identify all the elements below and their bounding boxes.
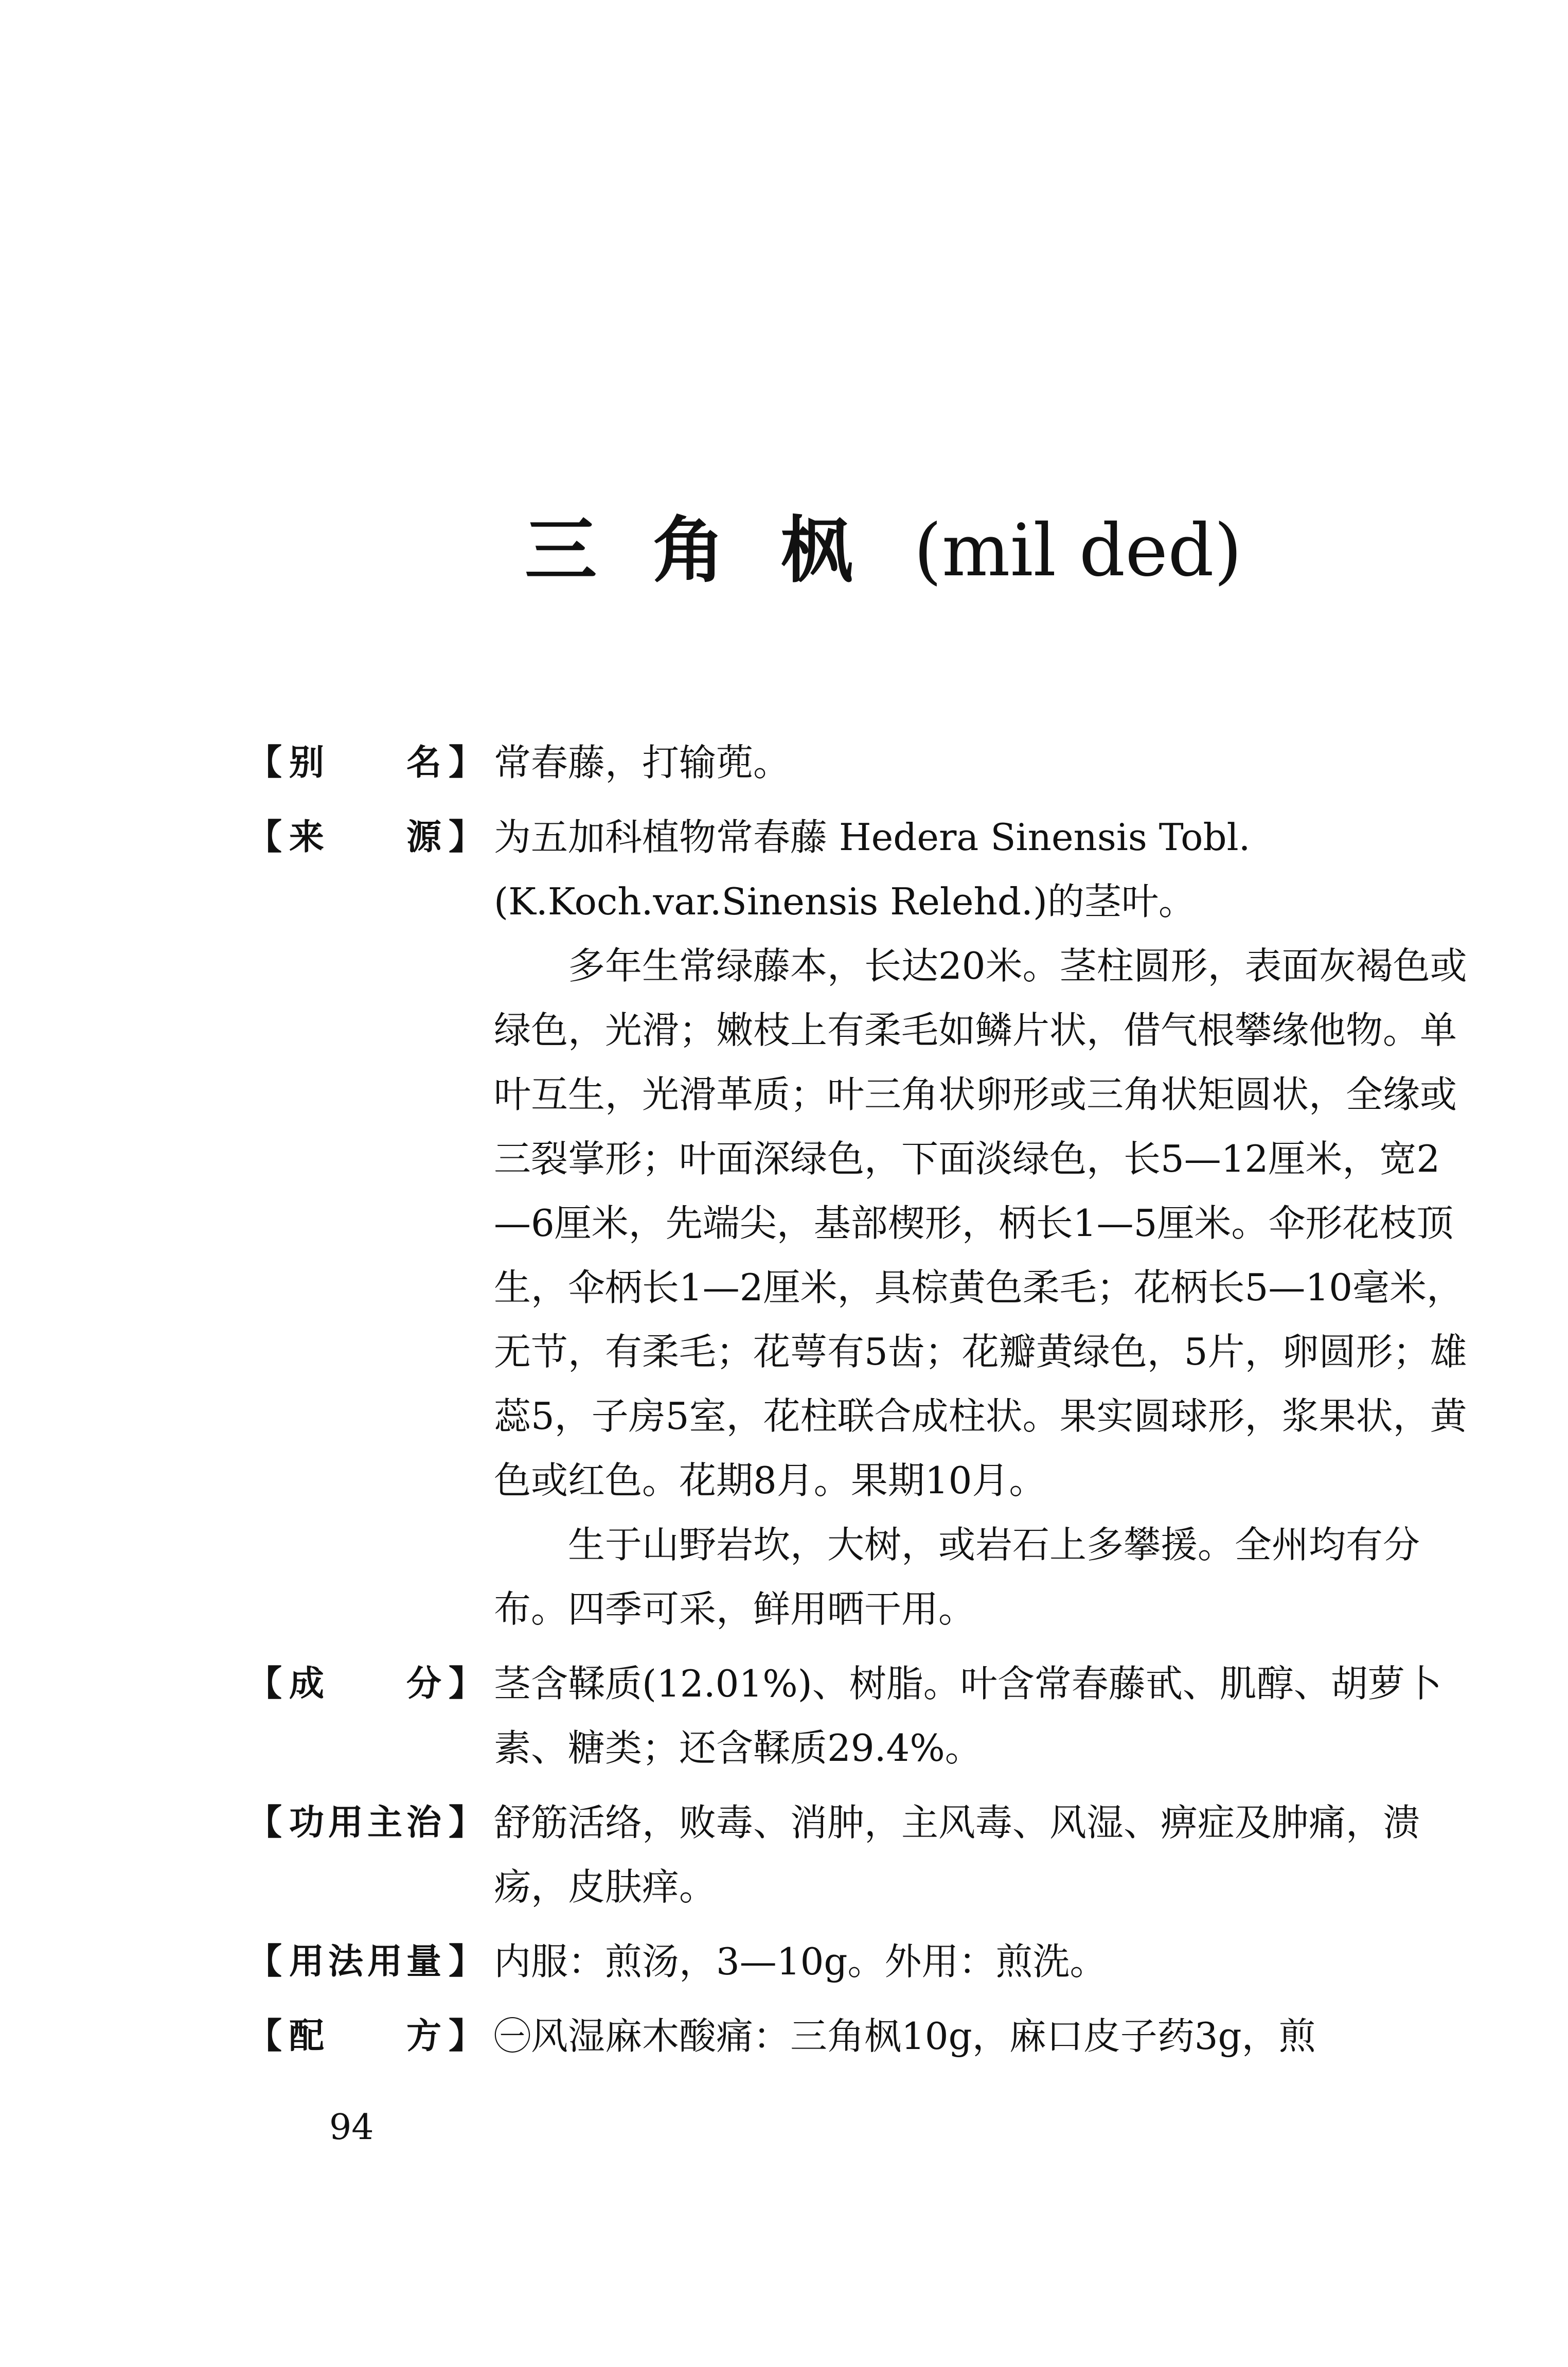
entry-title <box>525 504 1242 607</box>
section-label: 【 成 分 】 <box>247 1664 485 1704</box>
paragraph: 为五加科植物常春藤 Hedera Sinensis Tobl. (K.Koch.var.Sinensis Relehd.)的茎叶。 <box>494 816 1251 923</box>
section-content <box>494 805 1471 1641</box>
section-label: 【 别 名 】 <box>247 743 485 783</box>
section-dosage <box>247 1930 1471 1994</box>
section-content <box>494 1791 1471 1919</box>
title-chinese: 三 角 枫 <box>525 508 868 593</box>
section-content <box>494 2004 1471 2069</box>
paragraph: 多年生常绿藤本，长达20米。茎柱圆形，表面灰褐色或绿色，光滑；嫩枝上有柔毛如鳞片状，借气根攀缘他物。单叶互生，光滑革质；叶三角状卵形或三角状矩圆状，全缘或三裂掌形；叶面深绿色，下面淡绿色，长5—12厘米，宽2—6厘米，先端尖，基部楔形，柄长1—5厘米。伞形花枝顶生，伞柄长1—2厘米，具棕黄色柔毛；花柄长5—10毫米，无节，有柔毛；花萼有5齿；花瓣黄绿色，5片，卵圆形；雄蕊5，子房5室，花柱联合成柱状。果实圆球形，浆果状，黄色或红色。花期8月。果期10月。 <box>494 944 1467 1502</box>
section-label: 【 用法用量 】 <box>247 1941 485 1982</box>
section-indications <box>247 1791 1471 1919</box>
section-content <box>494 731 1471 795</box>
paragraph: ㊀风湿麻木酸痛：三角枫10g，麻口皮子药3g，煎 <box>494 2015 1316 2058</box>
paragraph: 生于山野岩坎，大树，或岩石上多攀援。全州均有分布。四季可采，鲜用晒干用。 <box>494 1523 1420 1631</box>
paragraph: 茎含鞣质(12.01%)、树脂。叶含常春藤甙、肌醇、胡萝卜素、糖类；还含鞣质29.4%。 <box>494 1662 1442 1770</box>
section-label: 【 配 方 】 <box>247 2016 485 2057</box>
section-content <box>494 1930 1471 1994</box>
section-source <box>247 805 1471 1641</box>
paragraph: 常春藤，打输蔸。 <box>494 741 791 784</box>
entry-body <box>247 731 1471 2079</box>
paragraph: 舒筋活络，败毒、消肿，主风毒、风湿、痹症及肿痛，溃疡，皮肤痒。 <box>494 1801 1420 1909</box>
section-alias <box>247 731 1471 795</box>
section-prescription <box>247 2004 1471 2069</box>
section-label: 【 功用主治 】 <box>247 1803 485 1843</box>
page-number: 94 <box>329 2107 374 2148</box>
section-composition <box>247 1652 1471 1780</box>
section-content <box>494 1652 1471 1780</box>
paragraph: 内服：煎汤，3—10g。外用：煎洗。 <box>494 1940 1107 1983</box>
section-label: 【 来 源 】 <box>247 817 485 858</box>
title-latin: (mil ded) <box>914 509 1242 593</box>
